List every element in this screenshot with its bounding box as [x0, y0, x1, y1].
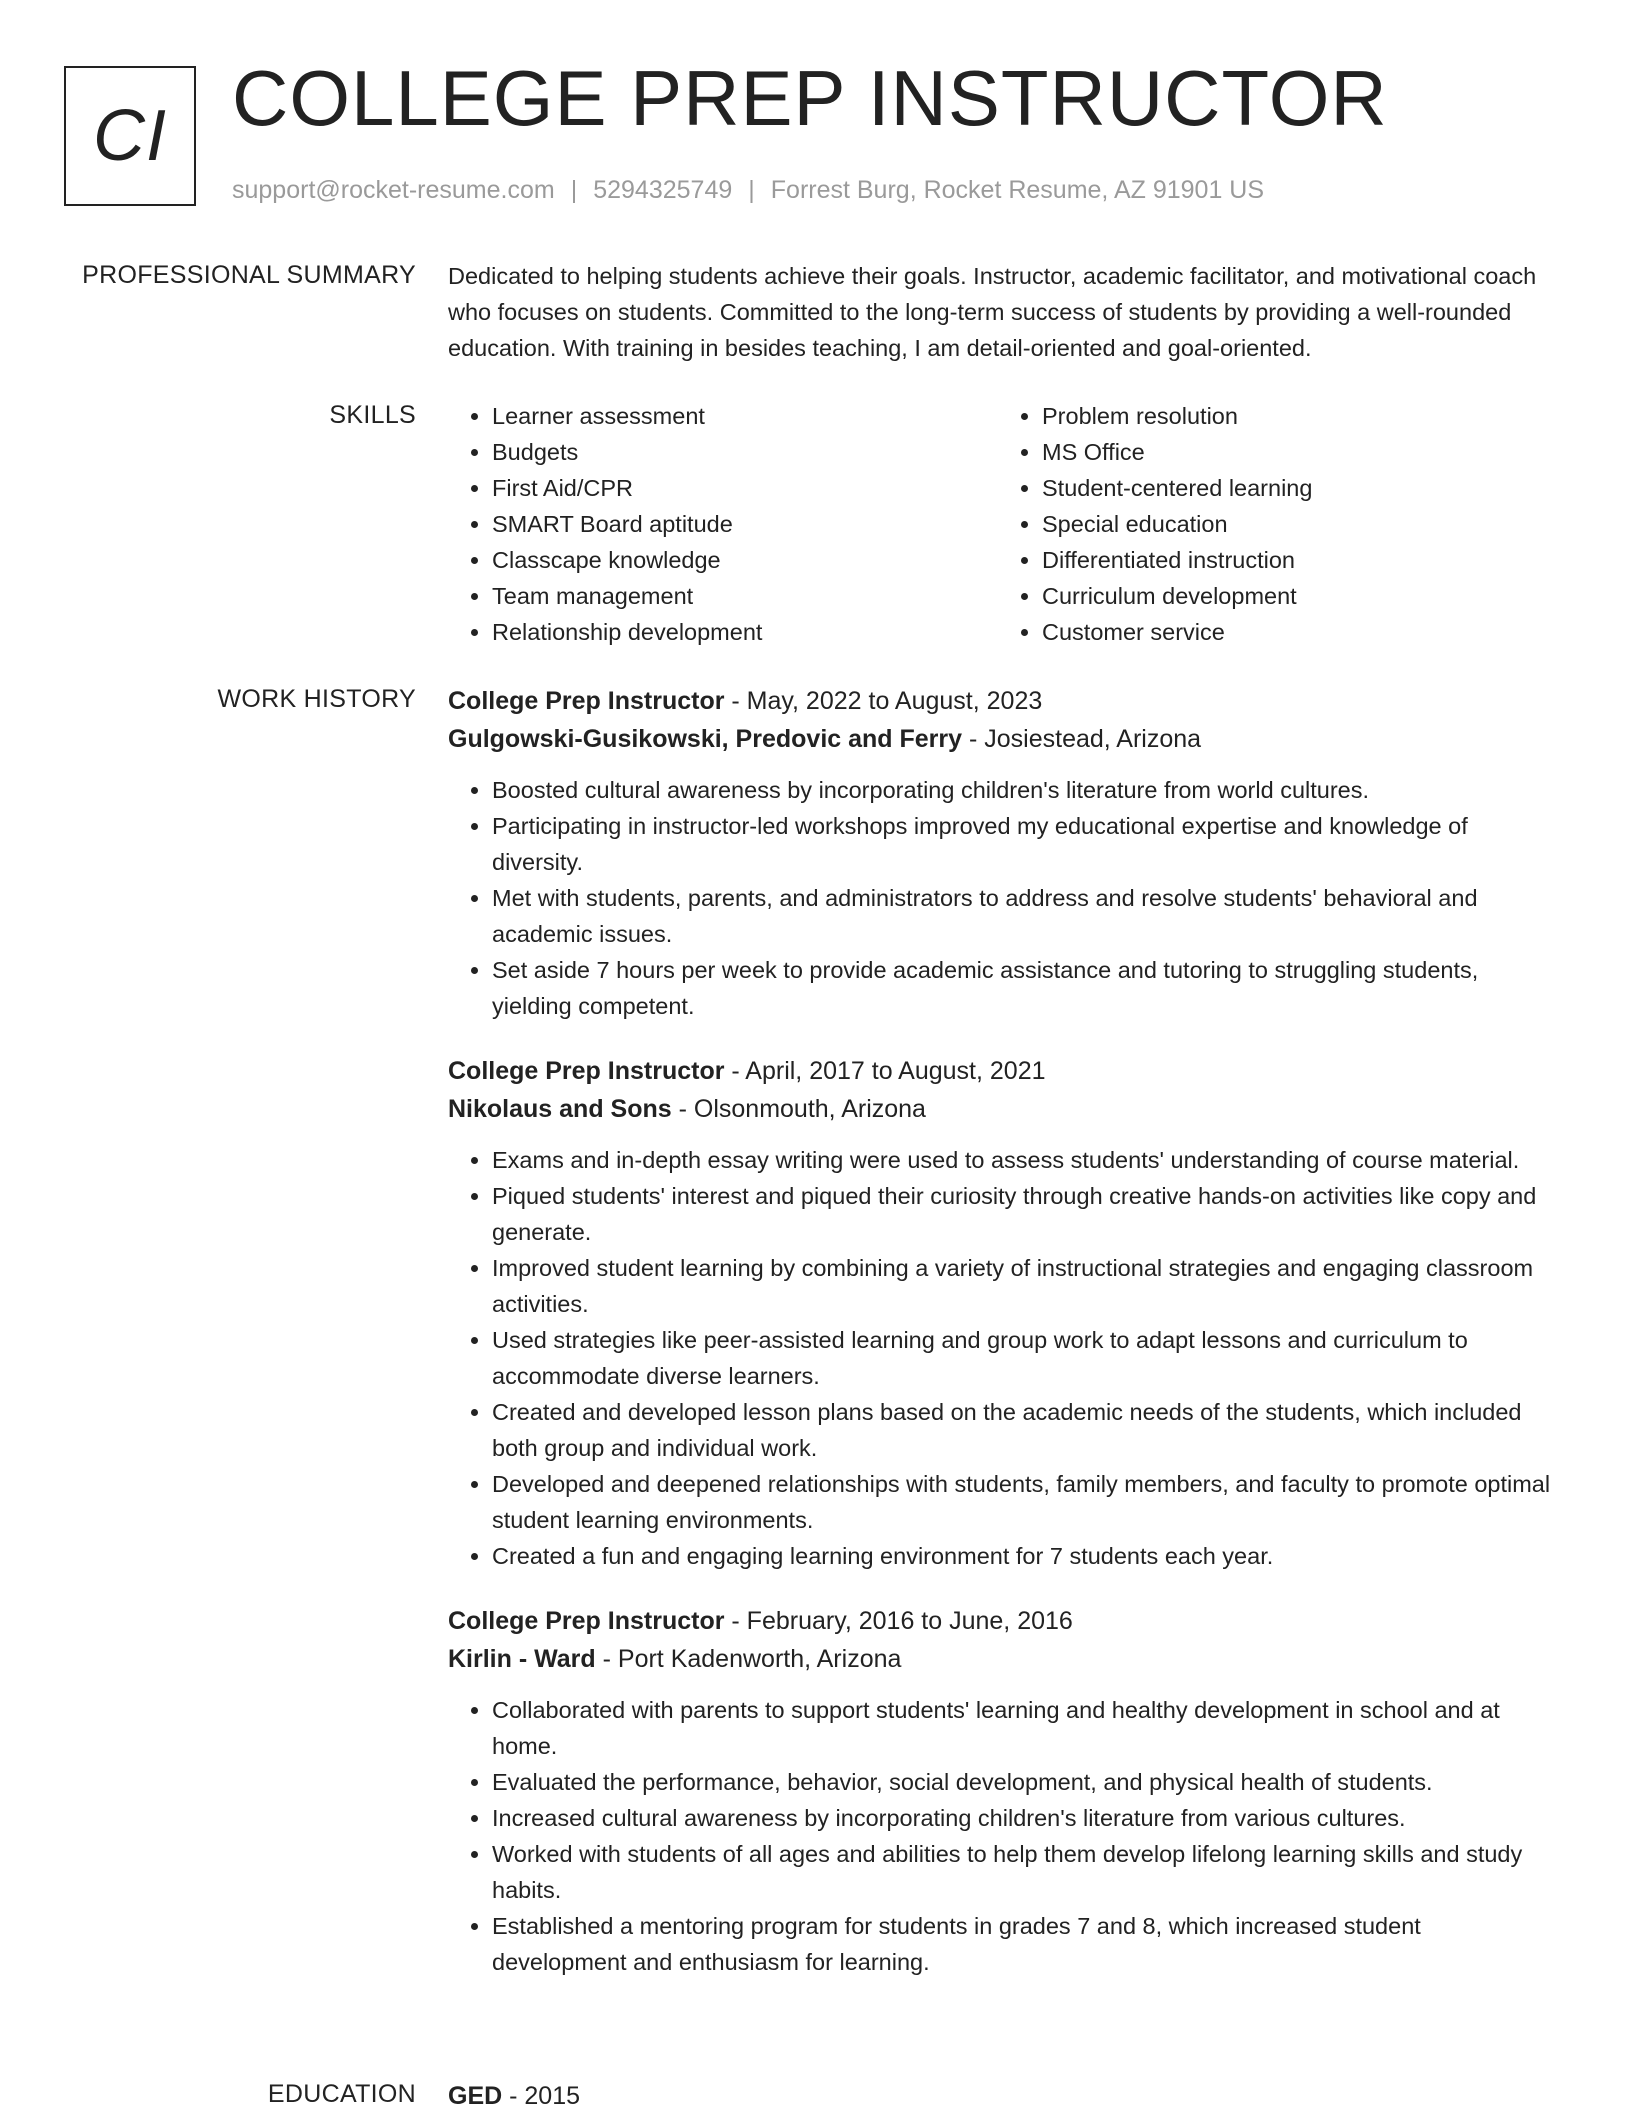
- job-bullets: [448, 1142, 1568, 1574]
- job-title: College Prep Instructor: [448, 1607, 725, 1635]
- job-bullet: • Created a fun and engaging learning environment for 7 students each year.: [492, 1538, 1568, 1574]
- job-entry: [448, 682, 1568, 1024]
- job-bullet: • Created and developed lesson plans based on the academic needs of the students, which included both group and individual work.: [492, 1394, 1568, 1466]
- section-label-summary: PROFESSIONAL SUMMARY: [82, 261, 416, 289]
- section-label-skills: SKILLS: [329, 401, 416, 429]
- job-company: Gulgowski-Gusikowski, Predovic and Ferry: [448, 725, 963, 753]
- job-bullet: • Collaborated with parents to support students' learning and healthy development in school and at home.: [492, 1692, 1568, 1764]
- education-degree: GED: [448, 2082, 503, 2110]
- job-bullet: • Increased cultural awareness by incorporating children's literature from various cultures.: [492, 1800, 1568, 1836]
- job-bullet: • Set aside 7 hours per week to provide academic assistance and tutoring to struggling students, yielding competent.: [492, 952, 1568, 1024]
- skill-item: • Curriculum development: [1042, 578, 1548, 614]
- job-bullets: [448, 772, 1568, 1024]
- education-line: [448, 2077, 1568, 2115]
- monogram-initials: CI: [93, 96, 167, 176]
- contact-line: [232, 174, 1264, 207]
- job-title-line: [448, 682, 1568, 720]
- contact-phone: 5294325749: [593, 176, 733, 204]
- job-bullet: • Exams and in-depth essay writing were used to assess students' understanding of course material.: [492, 1142, 1568, 1178]
- job-title-line: [448, 1052, 1568, 1090]
- contact-separator: |: [748, 176, 755, 204]
- skills-body: [448, 398, 1568, 650]
- skill-item: • Student-centered learning: [1042, 470, 1548, 506]
- skill-item: • MS Office: [1042, 434, 1548, 470]
- skill-item: • Budgets: [492, 434, 998, 470]
- job-location: - Olsonmouth, Arizona: [671, 1095, 926, 1123]
- job-title-line: [448, 1602, 1568, 1640]
- skill-item: • Relationship development: [492, 614, 998, 650]
- skill-item: • SMART Board aptitude: [492, 506, 998, 542]
- skill-item: • Team management: [492, 578, 998, 614]
- job-title: College Prep Instructor: [448, 687, 725, 715]
- job-bullet: • Used strategies like peer-assisted learning and group work to adapt lessons and curriculum to accommodate diverse learners.: [492, 1322, 1568, 1394]
- skill-item: • Differentiated instruction: [1042, 542, 1548, 578]
- skills-list-right: [998, 398, 1548, 650]
- job-bullet: • Worked with students of all ages and abilities to help them develop lifelong learning skills and study habits.: [492, 1836, 1568, 1908]
- job-dates: - February, 2016 to June, 2016: [724, 1607, 1073, 1635]
- job-bullet: • Met with students, parents, and administrators to address and resolve students' behavioral and academic issues.: [492, 880, 1568, 952]
- skill-item: • Customer service: [1042, 614, 1548, 650]
- summary-body: [448, 258, 1568, 366]
- monogram-badge: [64, 66, 196, 206]
- skill-item: • Learner assessment: [492, 398, 998, 434]
- summary-text: Dedicated to helping students achieve their goals. Instructor, academic facilitator, and motivational coach who focuses on students. Committed to the long-term success of students by providing a well-rounded education. With training in besides teaching, I am detail-oriented and goal-oriented.: [448, 263, 1537, 361]
- contact-address: Forrest Burg, Rocket Resume, AZ 91901 US: [770, 176, 1265, 204]
- job-bullet: • Participating in instructor-led workshops improved my educational expertise and knowledge of diversity.: [492, 808, 1568, 880]
- skill-item: • Classcape knowledge: [492, 542, 998, 578]
- job-dates: - April, 2017 to August, 2021: [724, 1057, 1046, 1085]
- skill-item: • First Aid/CPR: [492, 470, 998, 506]
- section-label-work-history: WORK HISTORY: [217, 685, 416, 713]
- education-year: - 2015: [502, 2082, 581, 2110]
- job-company-line: [448, 1090, 1568, 1128]
- job-bullet: • Boosted cultural awareness by incorporating children's literature from world cultures.: [492, 772, 1568, 808]
- work-history-body: [448, 682, 1568, 2008]
- job-location: - Port Kadenworth, Arizona: [595, 1645, 902, 1673]
- job-bullet: • Evaluated the performance, behavior, social development, and physical health of students.: [492, 1764, 1568, 1800]
- job-dates: - May, 2022 to August, 2023: [724, 687, 1043, 715]
- job-bullet: • Piqued students' interest and piqued their curiosity through creative hands-on activities like copy and generate.: [492, 1178, 1568, 1250]
- job-company: Nikolaus and Sons: [448, 1095, 672, 1123]
- skills-list-left: [448, 398, 998, 650]
- section-label-education: EDUCATION: [267, 2080, 416, 2108]
- job-bullet: • Developed and deepened relationships with students, family members, and faculty to promote optimal student learning environments.: [492, 1466, 1568, 1538]
- job-bullet: • Established a mentoring program for students in grades 7 and 8, which increased student development and enthusiasm for learning.: [492, 1908, 1568, 1980]
- contact-separator: |: [570, 176, 578, 204]
- job-entry: [448, 1602, 1568, 1980]
- skill-item: • Problem resolution: [1042, 398, 1548, 434]
- job-company-line: [448, 720, 1568, 758]
- job-company-line: [448, 1640, 1568, 1678]
- education-body: [448, 2077, 1568, 2115]
- page-title: COLLEGE PREP INSTRUCTOR: [232, 54, 1388, 142]
- job-company: Kirlin - Ward: [448, 1645, 596, 1673]
- job-entry: [448, 1052, 1568, 1574]
- contact-email: support@rocket-resume.com: [232, 176, 555, 204]
- job-bullets: [448, 1692, 1568, 1980]
- job-bullet: • Improved student learning by combining a variety of instructional strategies and engaging classroom activities.: [492, 1250, 1568, 1322]
- job-location: - Josiestead, Arizona: [962, 725, 1202, 753]
- skill-item: • Special education: [1042, 506, 1548, 542]
- job-title: College Prep Instructor: [448, 1057, 725, 1085]
